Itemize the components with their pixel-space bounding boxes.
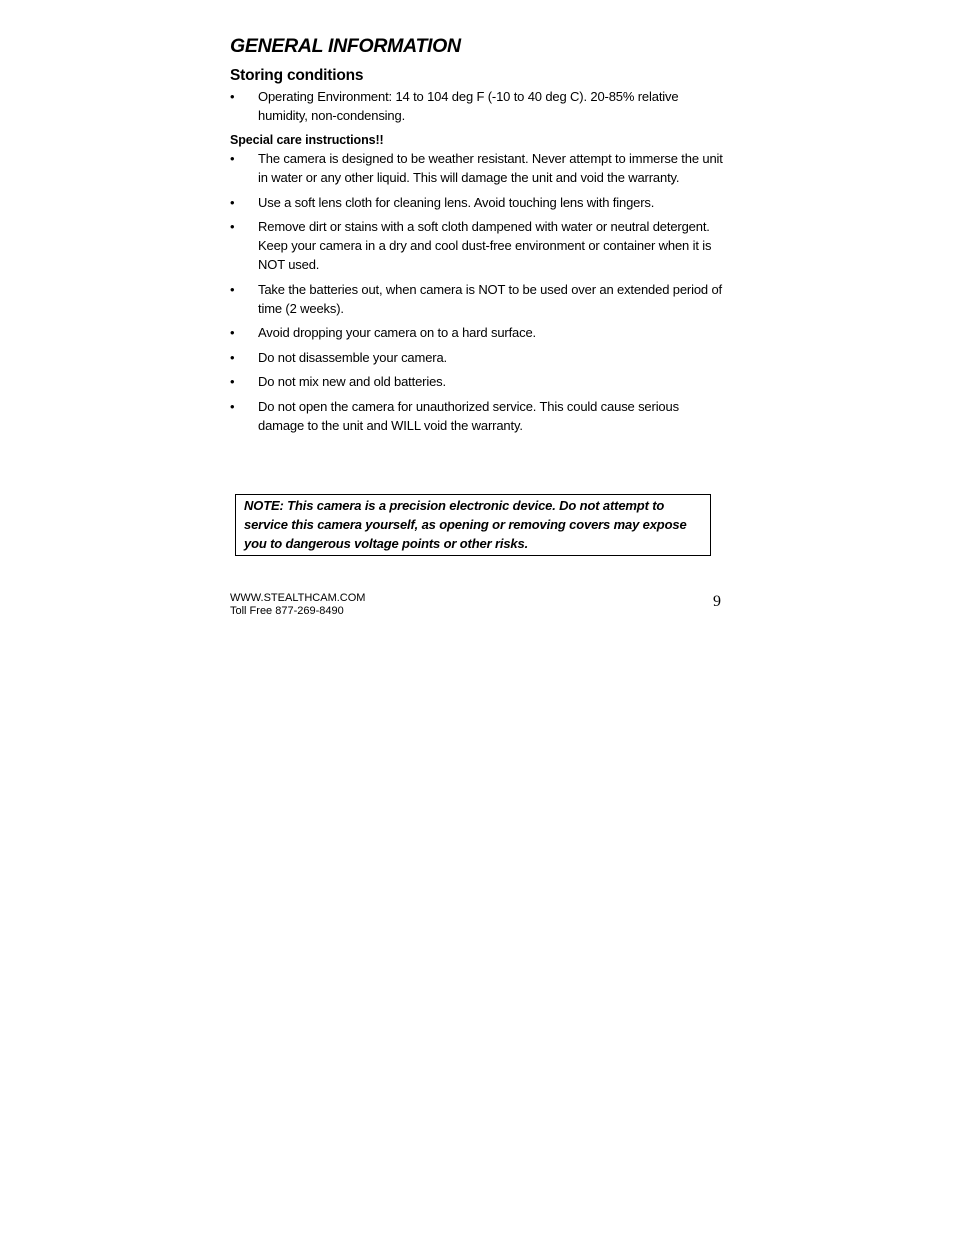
list-item-text: Do not mix new and old batteries. xyxy=(258,374,446,389)
footer-contact xyxy=(230,592,365,617)
list-item-text: Do not open the camera for unauthorized service. This could cause serious damage to the unit and WILL void the warranty. xyxy=(258,398,679,433)
list-item xyxy=(230,149,724,187)
storing-conditions-list xyxy=(230,87,724,125)
bullet-icon: • xyxy=(230,219,235,234)
list-item-text: Remove dirt or stains with a soft cloth dampened with water or neutral detergent. Keep your camera in a dry and cool dust-free environment or container when it is NOT used. xyxy=(258,219,712,272)
footer-website: WWW.STEALTHCAM.COM xyxy=(230,592,366,604)
footer-phone: Toll Free 877-269-8490 xyxy=(230,604,344,617)
list-item-text: Use a soft lens cloth for cleaning lens. Avoid touching lens with fingers. xyxy=(258,194,655,210)
storing-conditions-heading: Storing conditions xyxy=(230,67,364,84)
list-item xyxy=(230,217,724,274)
list-item xyxy=(230,397,724,435)
special-care-heading: Special care instructions!! xyxy=(230,133,384,147)
list-item xyxy=(230,348,724,367)
bullet-icon: • xyxy=(230,151,235,166)
list-item-text: The camera is designed to be weather resistant. Never attempt to immerse the unit in water or any other liquid. This will damage the unit and void the warranty. xyxy=(258,151,723,185)
list-item xyxy=(230,323,724,342)
bullet-icon: • xyxy=(230,325,235,340)
list-item-text: Do not disassemble your camera. xyxy=(258,349,447,365)
list-item-text: Avoid dropping your camera on to a hard surface. xyxy=(258,325,537,340)
bullet-icon: • xyxy=(230,281,235,297)
list-item xyxy=(230,193,724,212)
page-number: 9 xyxy=(713,593,721,610)
special-care-list xyxy=(230,149,724,435)
list-item-text: Operating Environment: 14 to 104 deg F (-10 to 40 deg C). 20-85% relative humidity, non-condensing. xyxy=(258,89,679,123)
list-item xyxy=(230,280,724,318)
bullet-icon: • xyxy=(230,89,235,104)
page-title: GENERAL INFORMATION xyxy=(230,35,461,57)
bullet-icon: • xyxy=(230,349,235,365)
list-item xyxy=(230,372,724,391)
page-content xyxy=(230,33,724,440)
bullet-icon: • xyxy=(230,194,235,210)
list-item-text: Take the batteries out, when camera is NOT to be used over an extended period of time (2 weeks). xyxy=(258,281,722,316)
bullet-icon: • xyxy=(230,374,235,389)
note-box: NOTE: This camera is a precision electronic device. Do not attempt to service this camera yourself, as opening or removing covers may expose you to dangerous voltage points or other risks. xyxy=(235,494,711,556)
list-item xyxy=(230,87,724,125)
bullet-icon: • xyxy=(230,398,235,414)
